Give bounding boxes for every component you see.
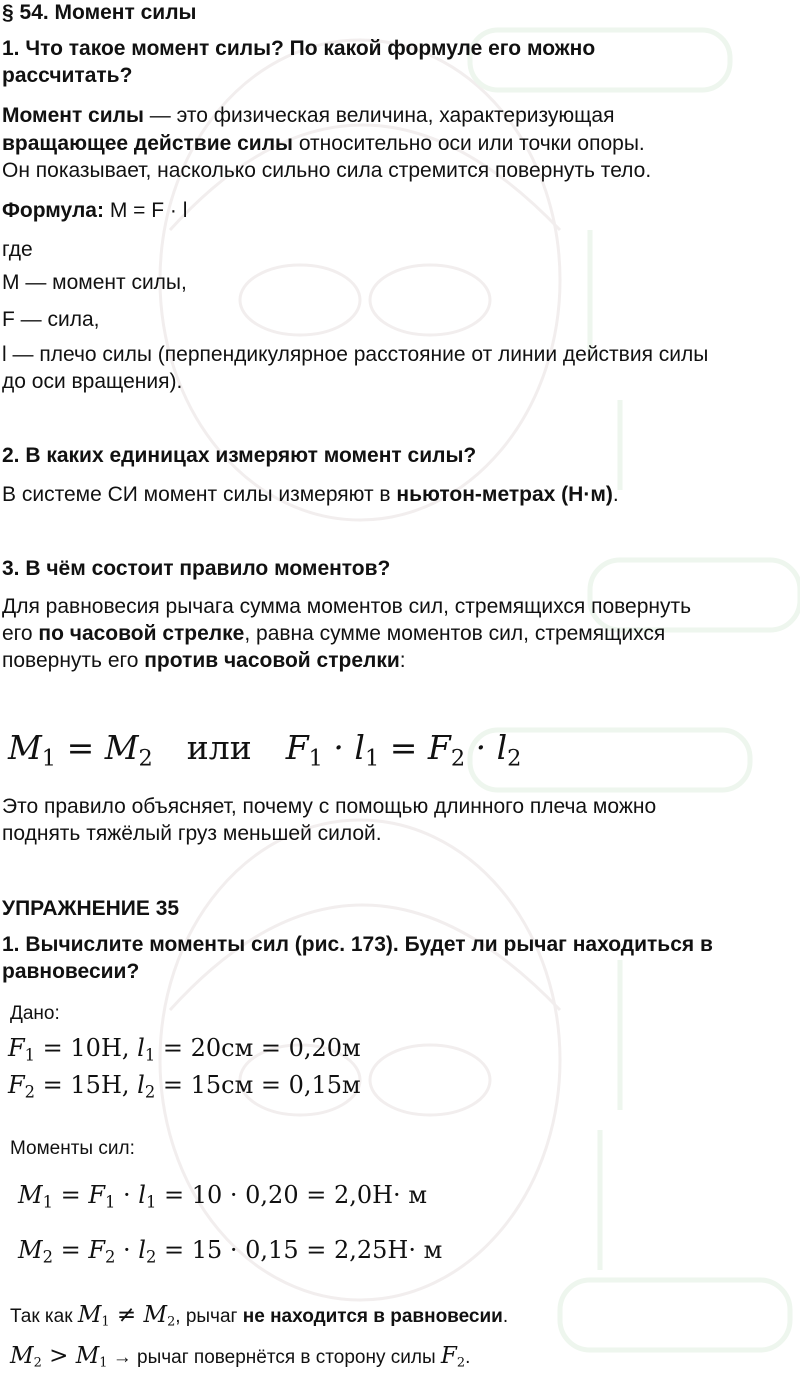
var-l-cont: до оси вращения).: [2, 370, 183, 393]
given-label: Дано:: [10, 1003, 60, 1024]
exercise-task-cont: равновесии?: [2, 960, 140, 983]
rule-of-moments-formula: $M_1 = M_2$ или $F_1 \cdot l_1 = F_2 \cdot l_2$: [8, 728, 522, 772]
definition-line-1: Момент силы — это физическая величина, характеризующая: [2, 104, 615, 127]
calc-m1: $M_1 = F_1 \cdot l_1 = 10 \cdot 0,20 = 2,0Н\cdot м$: [18, 1181, 427, 1212]
paragraph-title: § 54. Момент силы: [2, 1, 197, 24]
explanation-line-1: Это правило объясняет, почему с помощью длинного плеча можно: [2, 795, 657, 818]
given-line-2: $F_2 = 15Н$, $l_2 = 15см = 0,15м$: [8, 1071, 361, 1102]
definition-line-3: Он показывает, насколько сильно сила стремится повернуть тело.: [2, 159, 652, 182]
conclusion-line: Так как $M_1 \ne M_2$, рычаг не находится в равновесии.: [10, 1302, 509, 1330]
formula-line: Формула: M = F · l: [2, 199, 188, 222]
question-1-title-cont: рассчитать?: [2, 64, 133, 87]
exercise-title: УПРАЖНЕНИЕ 35: [2, 897, 180, 920]
definition-term: Момент силы: [2, 104, 144, 127]
exercise-task: 1. Вычислите моменты сил (рис. 173). Будет ли рычаг находиться в: [2, 933, 713, 956]
question-2-title: 2. В каких единицах измеряют момент силы?: [2, 444, 477, 467]
or-word: или: [186, 728, 252, 767]
question-3-title: 3. В чём состоит правило моментов?: [2, 557, 391, 580]
var-l: l — плечо силы (перпендикулярное расстояние от линии действия силы: [2, 343, 709, 366]
explanation-line-2: поднять тяжёлый груз меньшей силой.: [2, 822, 382, 845]
given-line-1: $F_1 = 10Н$, $l_1 = 20см = 0,20м$: [8, 1034, 361, 1065]
calc-m2: $M_2 = F_2 \cdot l_2 = 15 \cdot 0,15 = 2,25Н\cdot м$: [18, 1236, 443, 1267]
var-f: F — сила,: [2, 308, 100, 331]
question-2-answer: В системе СИ момент силы измеряют в ньютон-метрах (Н·м).: [2, 483, 619, 506]
moments-label: Моменты сил:: [10, 1138, 135, 1159]
where-label: где: [2, 238, 33, 261]
final-line: $M_2 > M_1$ → рычаг повернётся в сторону силы $F_2$.: [10, 1343, 471, 1371]
rule-line-2: его по часовой стрелке, равна сумме моментов сил, стремящихся: [2, 622, 666, 645]
rule-line-1: Для равновесия рычага сумма моментов сил, стремящихся повернуть: [2, 595, 692, 618]
definition-line-2: вращающее действие силы относительно оси или точки опоры.: [2, 132, 645, 155]
question-1-title: 1. Что такое момент силы? По какой формуле его можно: [2, 37, 596, 60]
var-m: M — момент силы,: [2, 271, 187, 294]
rule-line-3: повернуть его против часовой стрелки:: [2, 649, 406, 672]
